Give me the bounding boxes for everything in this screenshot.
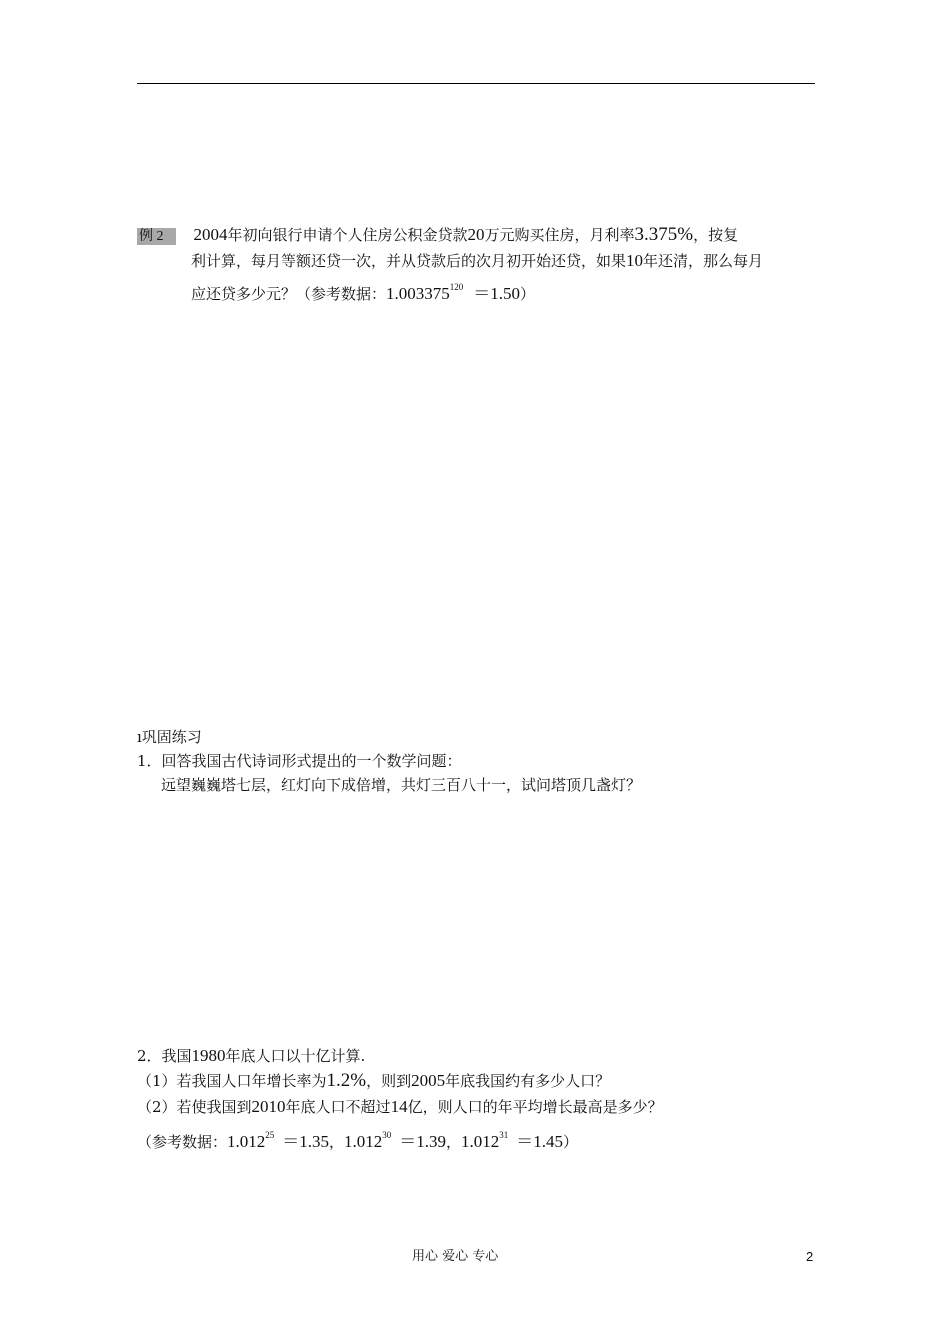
ref-base: 1.003375 — [386, 284, 450, 303]
question-2 — [137, 1046, 365, 1066]
ref-b-exponent: 30 — [382, 1130, 392, 1140]
question-text: 年底人口不超过 — [285, 1098, 391, 1116]
question-text: （2）若使我国到 — [137, 1098, 252, 1116]
question-text: 2．我国 — [137, 1047, 192, 1065]
ref-a-base: 1.012 — [227, 1132, 266, 1151]
ref-text: ， — [329, 1133, 345, 1151]
example-2-line-3 — [191, 277, 535, 304]
question-text: ，则到 — [366, 1072, 412, 1090]
ref-c-base: 1.012 — [461, 1132, 500, 1151]
ref-text: ） — [563, 1133, 579, 1151]
question-text: 亿，则人口的年平均增长最高是多少？ — [407, 1098, 663, 1116]
ref-a-exponent: 25 — [265, 1130, 275, 1140]
repay-years: 10 — [626, 251, 644, 270]
example-text: ，按复 — [693, 226, 739, 244]
ref-text: （参考数据： — [137, 1133, 228, 1151]
example-text: 年初向银行申请个人住房公积金贷款 — [227, 226, 468, 244]
question-2-part-1 — [137, 1071, 610, 1091]
example-text: 利计算，每月等额还贷一次，并从贷款后的次月初开始还贷，如果 — [191, 252, 627, 270]
ref-b-base: 1.012 — [344, 1132, 383, 1151]
growth-rate: 1.2% — [326, 1070, 367, 1091]
header-rule — [137, 83, 815, 84]
example-text: ） — [520, 285, 536, 303]
question-1: 1．回答我国古代诗词形式提出的一个数学问题： — [137, 752, 462, 770]
ref-result: ＝1.50 — [473, 284, 521, 303]
ref-a-value: ＝1.35 — [282, 1132, 330, 1151]
example-2-line-2 — [191, 251, 763, 271]
question-2-part-2 — [137, 1097, 663, 1117]
monthly-rate: 3.375% — [634, 224, 694, 245]
ref-c-value: ＝1.45 — [516, 1132, 564, 1151]
ref-text: ， — [446, 1133, 462, 1151]
ref-exponent: 120 — [449, 282, 464, 292]
example-text: 年还清，那么每月 — [643, 252, 764, 270]
example-text: 万元购买住房，月利率 — [484, 226, 635, 244]
example-2-line-1 — [137, 225, 738, 245]
question-2-reference — [137, 1125, 578, 1152]
year-2005: 2005 — [411, 1071, 446, 1090]
question-1-poem: 远望巍巍塔七层，红灯向下成倍增，共灯三百八十一，试问塔顶几盏灯？ — [161, 776, 642, 794]
loan-amount: 20 — [467, 225, 485, 244]
question-text: 年底人口以十亿计算. — [225, 1047, 366, 1065]
year-1980: 1980 — [191, 1046, 226, 1065]
example-text: 应还贷多少元？（参考数据： — [191, 285, 387, 303]
ref-c-exponent: 31 — [499, 1130, 509, 1140]
question-text: （1）若我国人口年增长率为 — [137, 1072, 327, 1090]
practice-heading: ı巩固练习 — [137, 728, 202, 746]
ref-b-value: ＝1.39 — [399, 1132, 447, 1151]
year-2010: 2010 — [251, 1097, 286, 1116]
page-number: 2 — [806, 1249, 814, 1264]
example-tag: 例 2 — [137, 228, 176, 245]
footer-motto: 用心 爱心 专心 — [412, 1249, 499, 1264]
year-2004: 2004 — [193, 225, 228, 244]
population-limit: 14 — [390, 1097, 408, 1116]
question-text: 年底我国约有多少人口？ — [445, 1072, 611, 1090]
